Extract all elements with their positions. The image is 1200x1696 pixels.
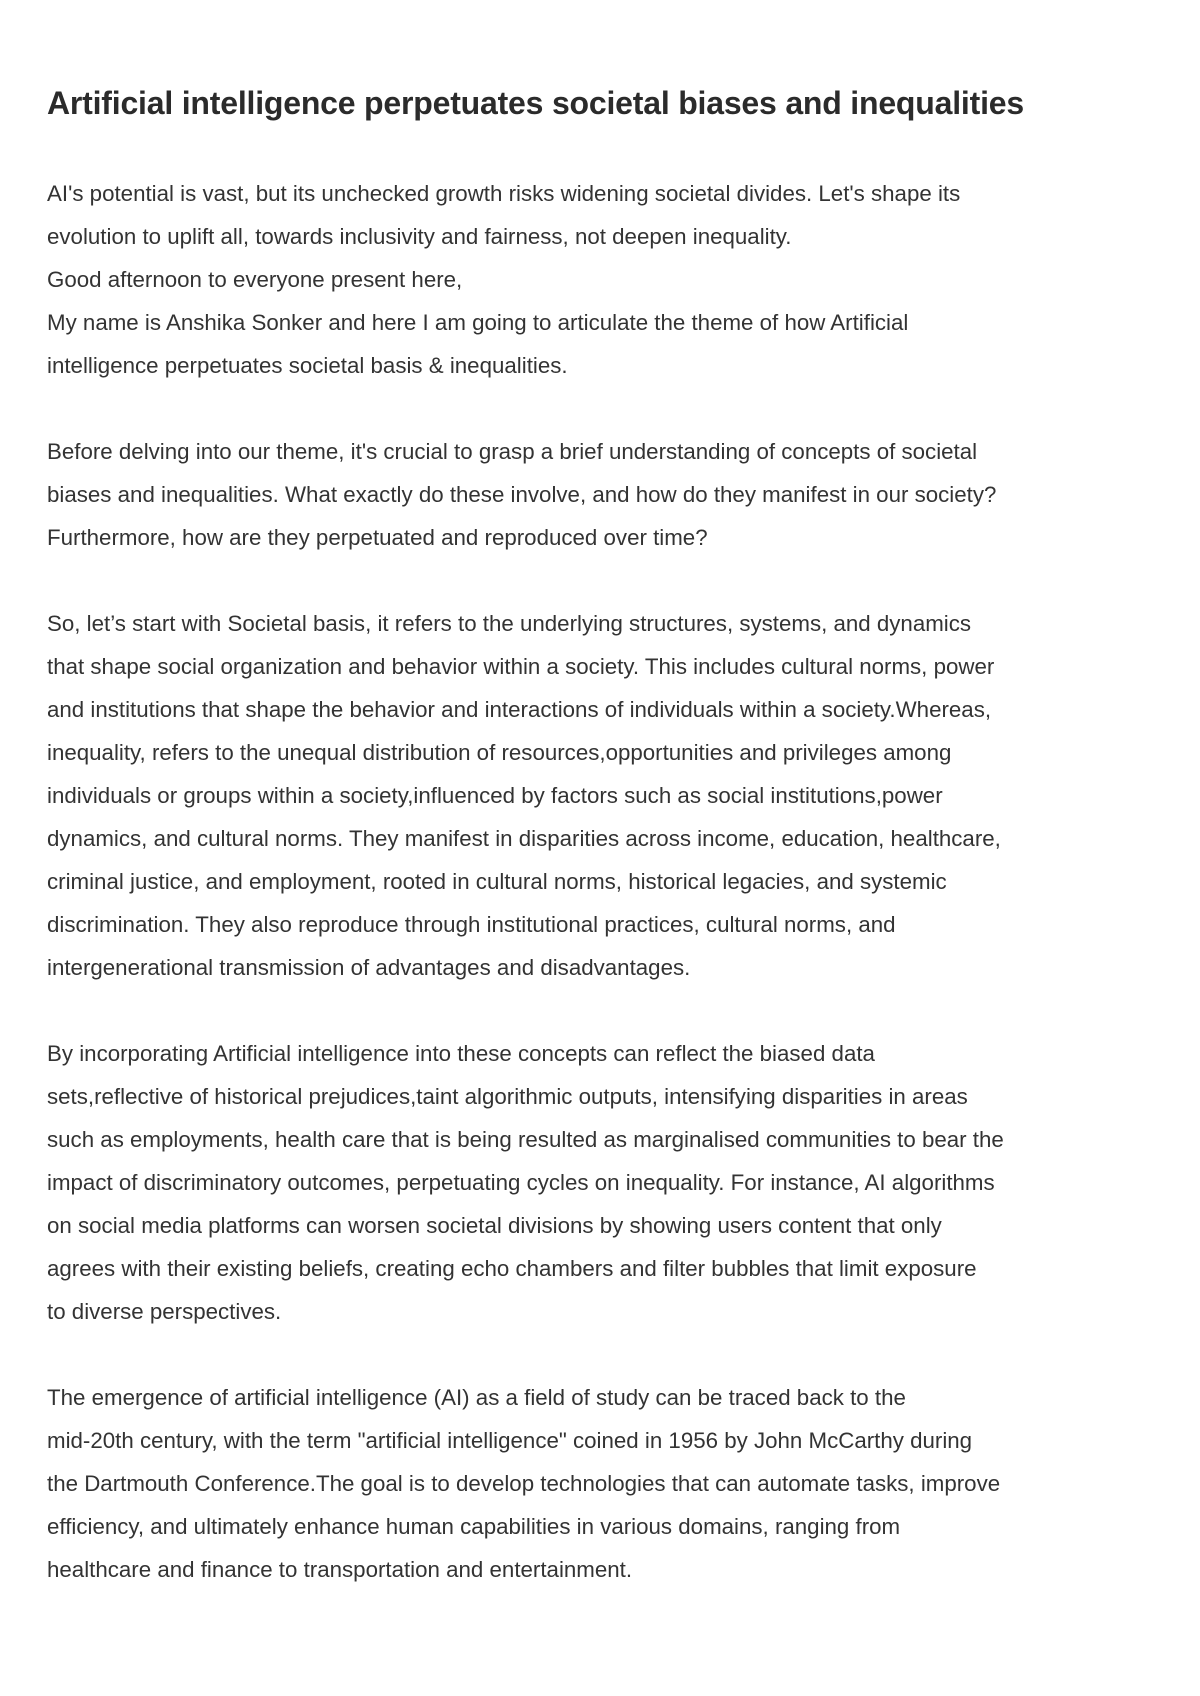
text-line: sets,reflective of historical prejudices,taint algorithmic outputs, intensifying disparities in areas (47, 1084, 968, 1109)
text-line: to diverse perspectives. (47, 1299, 282, 1324)
text-line: individuals or groups within a society,influenced by factors such as social institutions,power (47, 783, 943, 808)
text-line: and institutions that shape the behavior and interactions of individuals within a society.Whereas, (47, 697, 992, 722)
text-line: efficiency, and ultimately enhance human capabilities in various domains, ranging from (47, 1514, 901, 1539)
text-line: criminal justice, and employment, rooted in cultural norms, historical legacies, and systemic (47, 869, 947, 894)
text-line: intelligence perpetuates societal basis & inequalities. (47, 353, 568, 378)
text-line: inequality, refers to the unequal distribution of resources,opportunities and privileges among (47, 740, 952, 765)
text-line: evolution to uplift all, towards inclusivity and fairness, not deepen inequality. (47, 224, 792, 249)
text-line: intergenerational transmission of advantages and disadvantages. (47, 955, 691, 980)
text-line: impact of discriminatory outcomes, perpetuating cycles on inequality. For instance, AI algorithms (47, 1170, 995, 1195)
text-line: So, let’s start with Societal basis, it refers to the underlying structures, systems, and dynamics (47, 611, 972, 636)
document-page (47, 82, 1172, 1591)
paragraph-spacer (47, 989, 1172, 1032)
paragraph-spacer (47, 559, 1172, 602)
text-line: Good afternoon to everyone present here, (47, 267, 463, 292)
text-line: My name is Anshika Sonker and here I am going to articulate the theme of how Artificial (47, 310, 909, 335)
text-line: dynamics, and cultural norms. They manifest in disparities across income, education, healthcare, (47, 826, 1001, 851)
document-title: Artificial intelligence perpetuates societal biases and inequalities (47, 85, 1024, 121)
text-line: By incorporating Artificial intelligence into these concepts can reflect the biased data (47, 1041, 875, 1066)
paragraph-spacer (47, 387, 1172, 430)
text-line: on social media platforms can worsen societal divisions by showing users content that only (47, 1213, 942, 1238)
text-line: the Dartmouth Conference.The goal is to develop technologies that can automate tasks, improve (47, 1471, 1001, 1496)
text-line: that shape social organization and behavior within a society. This includes cultural norms, power (47, 654, 995, 679)
text-line: biases and inequalities. What exactly do these involve, and how do they manifest in our society? (47, 482, 997, 507)
document-body (47, 172, 1172, 1591)
text-line: The emergence of artificial intelligence (AI) as a field of study can be traced back to the (47, 1385, 906, 1410)
text-line: healthcare and finance to transportation and entertainment. (47, 1557, 633, 1582)
text-line: Furthermore, how are they perpetuated and reproduced over time? (47, 525, 708, 550)
text-line: Before delving into our theme, it's crucial to grasp a brief understanding of concepts of societal (47, 439, 978, 464)
text-line: discrimination. They also reproduce through institutional practices, cultural norms, and (47, 912, 896, 937)
text-line: such as employments, health care that is being resulted as marginalised communities to bear the (47, 1127, 1004, 1152)
text-line: AI's potential is vast, but its unchecked growth risks widening societal divides. Let's shape its (47, 181, 961, 206)
text-line: mid-20th century, with the term "artificial intelligence" coined in 1956 by John McCarthy during (47, 1428, 973, 1453)
text-line: agrees with their existing beliefs, creating echo chambers and filter bubbles that limit exposure (47, 1256, 977, 1281)
paragraph-spacer (47, 1333, 1172, 1376)
